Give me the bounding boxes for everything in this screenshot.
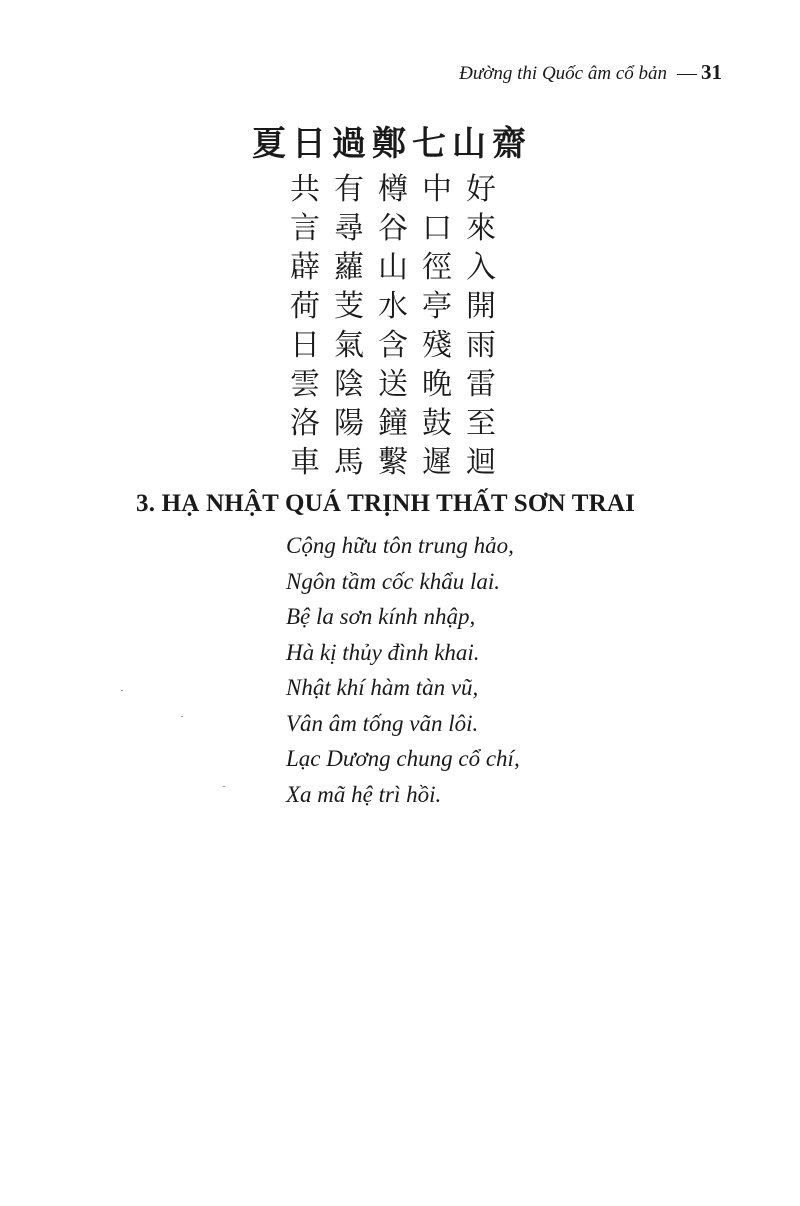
- han-character: 好: [466, 171, 496, 207]
- han-character: 日: [290, 327, 320, 363]
- han-character: 含: [378, 327, 408, 363]
- han-character: 晚: [422, 366, 452, 402]
- han-character: 樽: [378, 171, 408, 207]
- han-character: 徑: [422, 249, 452, 285]
- han-character: 雨: [466, 327, 496, 363]
- poem-line: Hà kị thủy đình khai.: [286, 639, 480, 665]
- han-character: 共: [290, 171, 320, 207]
- han-character: 鐘: [378, 405, 408, 441]
- han-character: 薜: [290, 249, 320, 285]
- han-character: 尋: [334, 210, 364, 246]
- han-character: 開: [466, 288, 496, 324]
- han-poem: [283, 166, 503, 478]
- han-poem-line: [283, 322, 503, 361]
- page-number: 31: [701, 60, 722, 84]
- poem-line: Lạc Dương chung cổ chí,: [286, 746, 520, 771]
- poem-line: Xa mã hệ trì hồi.: [286, 781, 442, 807]
- han-character: 山: [378, 249, 408, 285]
- han-character: 鼓: [422, 405, 452, 441]
- han-poem-line: [283, 244, 503, 283]
- han-character: 荷: [290, 288, 320, 324]
- header-dash: —: [677, 62, 697, 84]
- han-character: 入: [466, 249, 496, 285]
- han-character: 遲: [422, 444, 452, 480]
- han-poem-line: [283, 166, 503, 205]
- running-header: [459, 60, 722, 85]
- han-character: 送: [378, 366, 408, 402]
- han-character: 來: [466, 210, 496, 246]
- scan-speck: [223, 786, 225, 787]
- han-character: 言: [290, 210, 320, 246]
- han-poem-title: 夏日過鄭七山齋: [252, 124, 532, 164]
- han-poem-line: [283, 205, 503, 244]
- han-character: 陽: [334, 405, 364, 441]
- section-heading: 3. HẠ NHẬT QUÁ TRỊNH THẤT SƠN TRAI: [136, 490, 636, 517]
- han-character: 亭: [422, 288, 452, 324]
- han-poem-line: [283, 439, 503, 478]
- running-title: Đường thi Quốc âm cổ bản: [459, 63, 667, 84]
- poem-line: Nhật khí hàm tàn vũ,: [286, 675, 479, 700]
- han-character: 谷: [378, 210, 408, 246]
- han-character: 有: [334, 171, 364, 207]
- han-character: 芰: [334, 288, 364, 324]
- han-character: 雷: [466, 366, 496, 402]
- poem-line: Cộng hữu tôn trung hảo,: [286, 533, 514, 558]
- han-character: 雲: [290, 366, 320, 402]
- han-character: 水: [378, 288, 408, 324]
- scan-speck: [121, 690, 123, 691]
- han-poem-line: [283, 283, 503, 322]
- vietnamese-poem: [286, 528, 520, 812]
- han-character: 馬: [334, 444, 364, 480]
- han-character: 車: [290, 444, 320, 480]
- han-character: 蘿: [334, 249, 364, 285]
- han-character: 洛: [290, 405, 320, 441]
- han-character: 氣: [334, 327, 364, 363]
- han-character: 陰: [334, 366, 364, 402]
- poem-line: Vân âm tống vãn lôi.: [286, 710, 479, 736]
- han-poem-line: [283, 400, 503, 439]
- han-character: 口: [422, 210, 452, 246]
- poem-line: Bệ la sơn kính nhập,: [286, 604, 476, 629]
- scan-speck: [181, 716, 183, 717]
- han-character: 至: [466, 405, 496, 441]
- han-character: 繫: [378, 444, 408, 480]
- poem-line: Ngôn tầm cốc khẩu lai.: [286, 568, 500, 594]
- han-character: 殘: [422, 327, 452, 363]
- han-character: 中: [422, 171, 452, 207]
- han-character: 迴: [466, 444, 496, 480]
- han-poem-line: [283, 361, 503, 400]
